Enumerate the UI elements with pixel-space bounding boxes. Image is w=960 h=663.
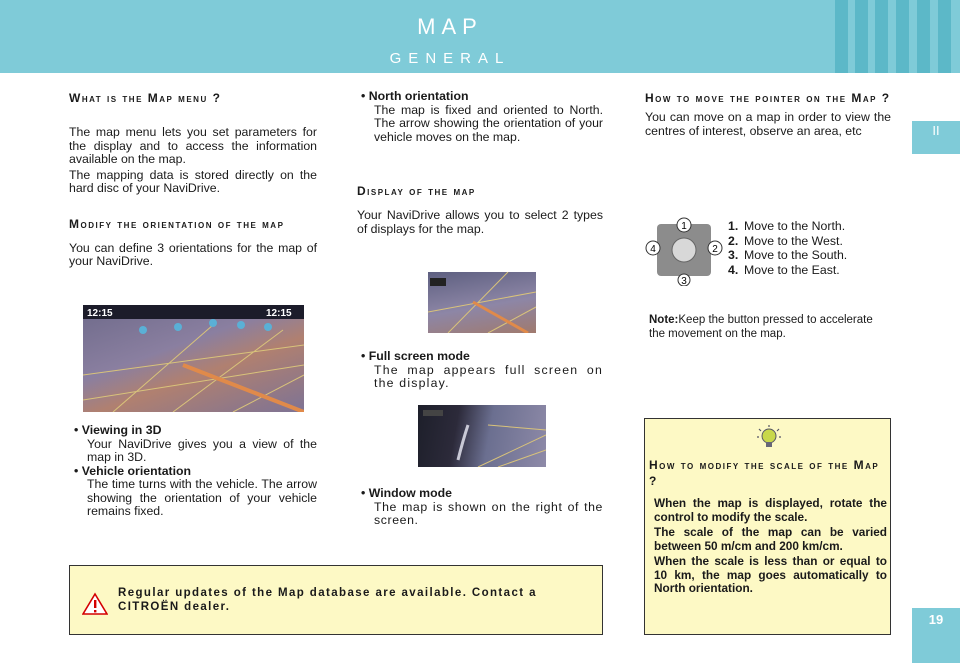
map-route — [473, 302, 528, 333]
page-subtitle: GENERAL — [389, 50, 511, 67]
left-column — [69, 90, 317, 269]
section-heading: Display of the map — [357, 184, 476, 198]
move-section — [645, 90, 891, 138]
dpad-label-3: 3 — [681, 276, 687, 286]
paragraph: The map menu lets you set parameters for the display and to access the information available on the map. — [69, 125, 317, 166]
display-section — [357, 183, 603, 236]
warning-box — [69, 565, 603, 635]
bullet-title-text: Window mode — [368, 486, 452, 500]
section-tab: II — [912, 121, 960, 154]
page-number: 19 — [912, 608, 960, 663]
list-item-text: Move to the East. — [744, 262, 840, 277]
list-item-text: Move to the West. — [744, 233, 843, 248]
full-screen-map-image — [428, 272, 536, 333]
list-item-number: 3. — [728, 248, 739, 262]
note — [649, 314, 891, 341]
window-map-illustration — [418, 405, 546, 467]
list-item-text: Move to the North. — [744, 219, 846, 233]
bullet-text: The time turns with the vehicle. The arrow showing the orientation of your vehicle remains fixed. — [87, 477, 317, 518]
bullet-text: The map appears full screen on the display. — [374, 362, 603, 390]
dpad-label-2: 2 — [712, 244, 718, 255]
paragraph: The mapping data is stored directly on the hard disc of your NaviDrive. — [69, 167, 317, 195]
map-label — [423, 410, 443, 416]
bullet-title: • Vehicle orientation — [74, 463, 192, 478]
page-title: MAP — [417, 14, 483, 39]
bullet-title: • Viewing in 3D — [74, 423, 162, 437]
section-heading: Modify the orientation of the map — [69, 216, 285, 231]
map-poi — [209, 319, 217, 327]
header-stripe — [917, 0, 930, 73]
note-label: Note: — [649, 314, 679, 326]
list-item — [728, 248, 893, 263]
warning-triangle-icon — [82, 592, 108, 616]
north-bullet — [361, 90, 603, 144]
header-stripe — [896, 0, 909, 73]
warning-text: Regular updates of the Map database are available. Contact a CITROËN dealer. — [118, 587, 537, 613]
map-arrow — [458, 425, 468, 460]
section-heading: How to move the pointer on the Map ? — [645, 91, 891, 105]
list-item — [728, 234, 893, 249]
bullet-title: • Full screen mode — [361, 349, 470, 363]
map-3d-image — [83, 305, 304, 412]
map-poi — [174, 323, 182, 331]
move-list — [728, 219, 893, 277]
tip-paragraph: When the scale is less than or equal to 10 km, the map goes automatically to North orientation. — [654, 554, 887, 595]
bullet-title: • North orientation — [361, 89, 469, 103]
dpad-svg — [645, 214, 723, 286]
map-label — [430, 278, 446, 286]
tip-paragraph: The scale of the map can be varied between 50 m/cm and 200 km/cm. — [654, 525, 887, 553]
list-item — [728, 219, 893, 234]
list-item-number: 2. — [728, 233, 739, 248]
paragraph: You can define 3 orientations for the map of your NaviDrive. — [69, 240, 317, 268]
note-text: Keep the button pressed to accelerate the movement on the map. — [649, 314, 873, 340]
bullet-title-text: Vehicle orientation — [81, 463, 192, 478]
bullet-text: The map is fixed and oriented to North. The arrow showing the orientation of your vehicle moves on the map. — [374, 102, 603, 144]
paragraph: You can move on a map in order to view the centres of interest, observe an area, etc — [645, 110, 891, 138]
lightbulb-icon — [756, 424, 782, 450]
list-item-number: 1. — [728, 219, 739, 233]
bullet-title-text: Full screen mode — [368, 349, 470, 363]
tip-content — [649, 457, 887, 596]
dpad-label-4: 4 — [650, 244, 656, 255]
bullet-title: • Window mode — [361, 486, 452, 500]
full-screen-map-illustration — [428, 272, 536, 333]
dpad-label-1: 1 — [681, 221, 687, 232]
map-time-right: 12:15 — [266, 308, 292, 319]
orientation-bullets — [74, 424, 317, 519]
map-poi — [264, 323, 272, 331]
list-item-number: 4. — [728, 262, 739, 277]
window-bullet — [361, 487, 603, 528]
bullet-text: The map is shown on the right of the screen. — [374, 499, 603, 527]
tip-heading: How to modify the scale of the Map ? — [649, 458, 880, 488]
list-item — [728, 263, 893, 278]
paragraph: Your NaviDrive allows you to select 2 types of displays for the map. — [357, 208, 603, 236]
full-screen-bullet — [361, 350, 603, 391]
list-item-text: Move to the South. — [744, 248, 848, 262]
map-poi — [237, 321, 245, 329]
header-stripe — [855, 0, 868, 73]
map-time-left: 12:15 — [87, 308, 113, 319]
bullet-text: Your NaviDrive gives you a view of the map in 3D. — [87, 436, 317, 464]
scale-tip-box — [644, 418, 891, 635]
bullet-title-text: North orientation — [368, 89, 469, 103]
map-3d-illustration — [83, 305, 304, 412]
header-stripe — [875, 0, 888, 73]
dpad-illustration — [645, 214, 723, 286]
header-stripe — [835, 0, 848, 73]
map-roads — [478, 425, 546, 467]
bullet-title-text: Viewing in 3D — [81, 423, 162, 437]
map-route — [183, 365, 304, 412]
section-heading: What is the Map menu ? — [69, 91, 222, 105]
header-stripe — [938, 0, 951, 73]
dpad-center — [672, 238, 696, 262]
window-map-image — [418, 405, 546, 467]
map-poi — [139, 326, 147, 334]
tip-paragraph: When the map is displayed, rotate the control to modify the scale. — [654, 496, 887, 524]
